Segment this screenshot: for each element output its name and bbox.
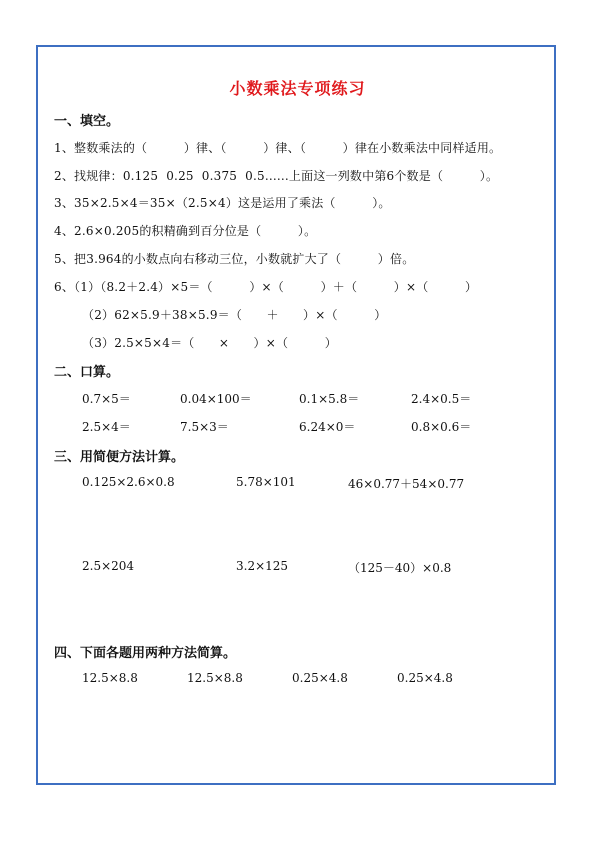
- simplified-calc-problem: （125－40）×0.8: [348, 561, 452, 575]
- section-heading-simplified-calc: 三、用简便方法计算。: [54, 450, 185, 465]
- two-methods-problem: 12.5×8.8: [82, 671, 138, 685]
- oral-calc-problem: 0.8×0.6＝: [411, 420, 472, 434]
- oral-calc-problem: 7.5×3＝: [180, 420, 229, 434]
- fill-blank-item-2: 2、找规律：0.125 0.25 0.375 0.5......上面这一列数中第6个数是（ ）。: [54, 169, 499, 183]
- simplified-calc-problem: 0.125×2.6×0.8: [82, 475, 175, 489]
- two-methods-problem: 0.25×4.8: [292, 671, 348, 685]
- simplified-calc-problem: 5.78×101: [236, 475, 296, 489]
- two-methods-problem: 0.25×4.8: [397, 671, 453, 685]
- simplified-calc-problem: 46×0.77＋54×0.77: [348, 477, 465, 491]
- fill-blank-item-4: 4、2.6×0.205的积精确到百分位是（ ）。: [54, 224, 317, 238]
- two-methods-problem: 12.5×8.8: [187, 671, 243, 685]
- section-heading-oral-calc: 二、口算。: [54, 365, 120, 380]
- oral-calc-problem: 2.5×4＝: [82, 420, 131, 434]
- section-heading-fill-blank: 一、填空。: [54, 114, 120, 129]
- fill-blank-item-6-part-2: （2）62×5.9＋38×5.9＝（ ＋ ）×（ ）: [82, 308, 387, 322]
- simplified-calc-problem: 3.2×125: [236, 559, 289, 573]
- worksheet-title: 小数乘法专项练习: [229, 79, 366, 98]
- oral-calc-problem: 2.4×0.5＝: [411, 392, 472, 406]
- fill-blank-item-5: 5、把3.964的小数点向右移动三位，小数就扩大了（ ）倍。: [54, 252, 415, 266]
- fill-blank-item-6-part-3: （3）2.5×5×4＝（ × ）×（ ）: [82, 336, 338, 350]
- oral-calc-problem: 0.04×100＝: [180, 392, 252, 406]
- oral-calc-problem: 0.7×5＝: [82, 392, 131, 406]
- fill-blank-item-6: 6、（1）（8.2＋2.4）×5＝（ ）×（ ）＋（ ）×（ ）: [54, 280, 478, 294]
- simplified-calc-problem: 2.5×204: [82, 559, 135, 573]
- fill-blank-item-1: 1、整数乘法的（ ）律、（ ）律、（ ）律在小数乘法中同样适用。: [54, 141, 502, 155]
- oral-calc-problem: 6.24×0＝: [299, 420, 356, 434]
- section-heading-two-methods: 四、下面各题用两种方法简算。: [54, 646, 237, 661]
- fill-blank-item-3: 3、35×2.5×4＝35×（2.5×4）这是运用了乘法（ ）。: [54, 196, 391, 210]
- oral-calc-problem: 0.1×5.8＝: [299, 392, 360, 406]
